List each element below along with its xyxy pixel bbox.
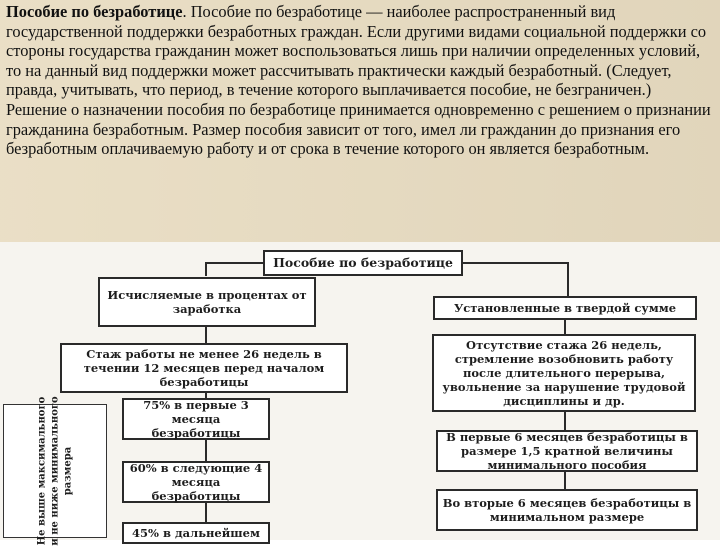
left-header-box [98,277,316,327]
right-step-label: Во вторые 6 месяцев безработицы в минимальном размере [442,496,692,524]
left-header-label: Исчисляемые в процентах от заработка [107,288,307,316]
right-header-box [433,296,697,320]
limit-side-label [3,396,107,546]
right-header-label: Установленные в твердой сумме [453,301,677,315]
side-label-line: и не ниже минимального [49,396,61,546]
right-step-box [436,489,698,531]
paragraph-1-text: . Пособие по безработице — наиболее распространенный вид государственной поддержки безработных граждан. Если другими видами социальной поддержки со стороны государства гражданин может воспользоваться лишь при наличии определенных условий, то на данный вид поддержки может рассчитывать практически каждый безработный. (Следует, правда, учитывать, что период, в течение которого выплачивается пособие, не безграничен.) [6,2,707,100]
connector-line [564,472,566,490]
left-step-label: 45% в дальнейшем [132,526,260,540]
right-condition-box [432,334,696,412]
connector-line [461,262,569,264]
left-step-box [122,398,270,440]
limit-side-text [36,396,75,545]
left-step-box [122,461,270,503]
left-step-label: 60% в следующие 4 месяца безработицы [129,461,263,503]
connector-line [564,410,566,430]
root-label: Пособие по безработице [273,255,453,270]
left-step-label: 75% в первые 3 месяца безработицы [143,398,249,440]
left-step-box [122,522,270,544]
connector-line [205,262,265,264]
connector-line [205,262,207,276]
term-highlight: Пособие по безработице [6,2,183,21]
text-block [0,0,720,242]
paragraph-1 [6,2,714,100]
left-condition-label: Стаж работы не менее 26 недель в течении 12 месяцев перед началом безработицы [83,347,325,389]
right-step-label: В первые 6 месяцев безработицы в размере 1,5 кратной величины минимального пособия [446,430,688,472]
right-condition-label: Отсутствие стажа 26 недель, стремление возобновить работу после длительного перерыва, увольнение за нарушение трудовой дисциплины и др. [442,338,686,408]
root-box [263,250,463,276]
side-label-line: Не выше максимального [36,396,48,546]
right-step-box [436,430,698,472]
left-condition-box [60,343,348,393]
paragraph-2: Решение о назначении пособия по безработице принимается одновременно с решением о признании гражданина безработным. Размер пособия зависит от того, имел ли гражданин до признания его безработным оплачиваемую работу и от срока в течение которого он является безработным. [6,99,711,159]
connector-line [567,262,569,296]
side-label-line: размера [62,446,74,496]
